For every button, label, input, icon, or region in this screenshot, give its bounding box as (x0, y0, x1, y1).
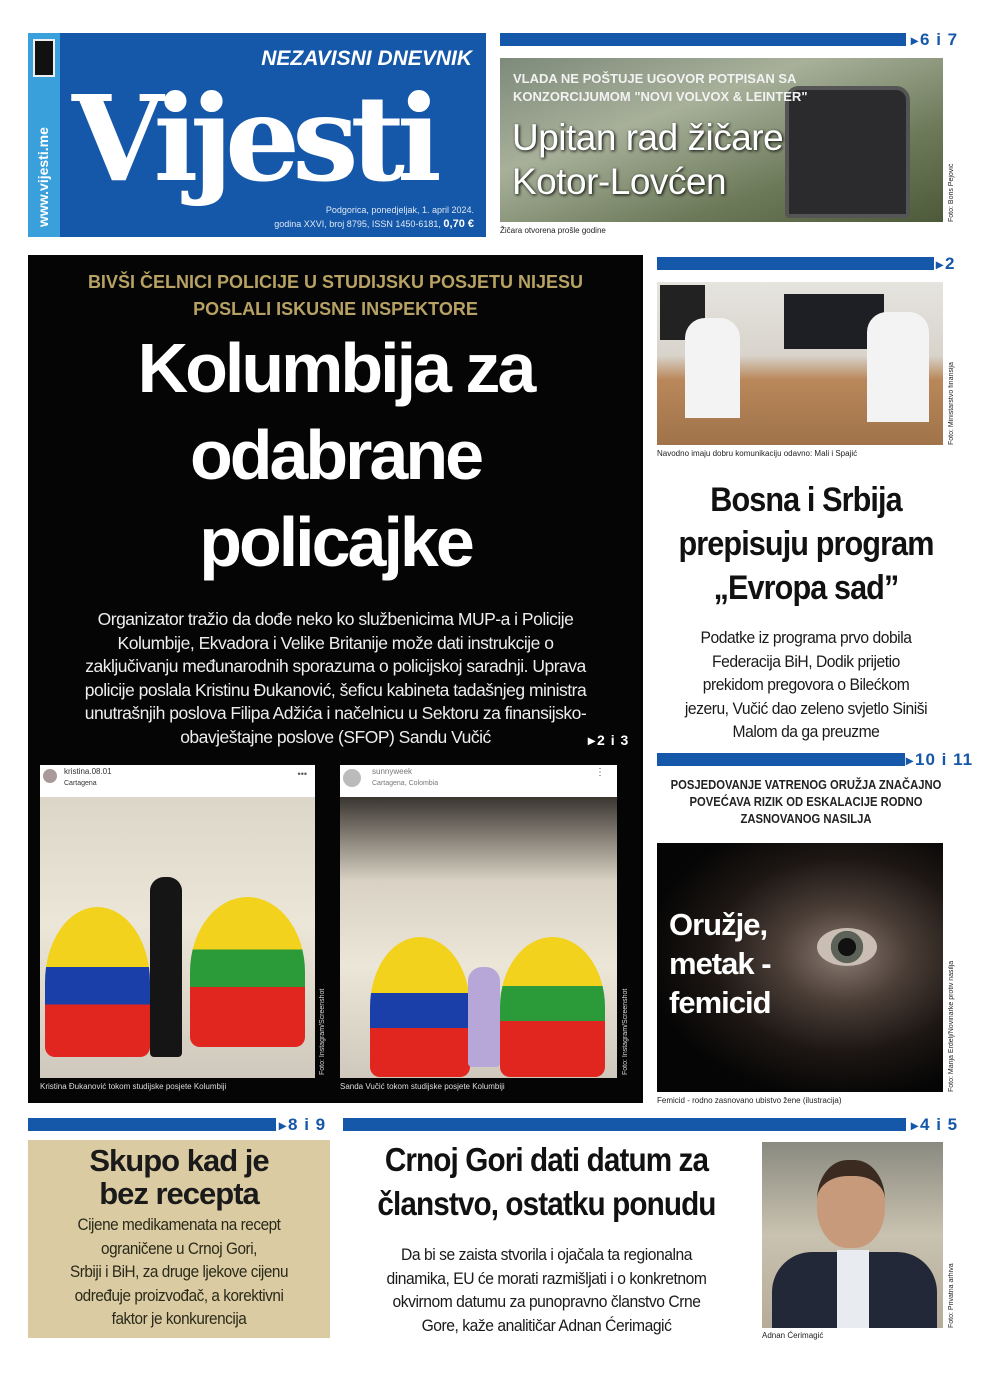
photo-caption: Adnan Ćerimagić (762, 1331, 824, 1340)
deck-line: određuje proizvođač, a korektivni (74, 1285, 284, 1305)
website-url[interactable]: www.vijesti.me (35, 127, 51, 227)
page-ref[interactable]: ▸ 2 i 3 (588, 732, 629, 749)
headline-line: Kotor-Lovćen (512, 161, 727, 202)
dress-image (45, 907, 150, 1057)
photo-caption: Femicid - rodno zasnovano ubistvo žene (ilustracija) (657, 1096, 842, 1105)
shirt-image (837, 1250, 869, 1328)
top-kicker (513, 70, 808, 106)
photo-credit: Foto: Instagram/Screenshot (622, 988, 629, 1075)
femicid-headline[interactable] (669, 905, 771, 1022)
cartagena-photo (40, 797, 315, 1078)
portrait-photo (762, 1142, 943, 1328)
meeting-photo (657, 282, 943, 445)
person-image (685, 318, 740, 418)
lijekovi-headline (28, 1140, 330, 1210)
bosna-headline[interactable] (657, 478, 956, 610)
photo-credit: Foto: Boris Pejović (948, 163, 955, 222)
more-icon: ••• (297, 769, 307, 779)
section-bar (28, 1118, 276, 1131)
barcode-logo (33, 39, 55, 77)
femicid-kicker (657, 777, 956, 828)
lead-story (28, 255, 643, 1103)
headline-line: femicid (669, 985, 771, 1020)
avatar (43, 769, 57, 783)
instagram-location: Cartagena (64, 780, 97, 787)
headline-line: Upitan rad žičare (512, 117, 784, 158)
photo-credit: Foto: Ministarstvo finansija (948, 362, 955, 445)
deck-line: jezeru, Vučić dao zeleno svjetlo Siniši (684, 698, 928, 718)
photo-credit: Foto: Marija Erdelj/Novinarke protiv nasilja (948, 960, 955, 1092)
headline-line: bez recepta (99, 1176, 259, 1211)
person-image (867, 312, 929, 422)
issue-info (274, 218, 474, 231)
deck-line: dinamika, EU će morati razmišljati i o konkretnom (386, 1268, 707, 1288)
section-bar (657, 753, 905, 766)
headline-line: policajke (199, 503, 472, 581)
photo-caption: Navodno imaju dobru komunikaciju odavno: Mali i Spajić (657, 449, 858, 458)
instagram-post (340, 765, 617, 1078)
kicker-line: BIVŠI ČELNICI POLICIJE U STUDIJSKU POSJETU NIJESU (87, 272, 584, 292)
dateline: Podgorica, ponedjeljak, 1. april 2024. (325, 205, 474, 215)
kicker-line: POSLALI ISKUSNE INSPEKTORE (193, 299, 478, 319)
section-bar (657, 257, 934, 270)
headline-line: „Evropa sad” (713, 569, 899, 607)
face-image (817, 1160, 885, 1248)
body-line: Kolumbije, Ekvadora i Velike Britanije može dati instrukcije o (117, 632, 554, 653)
headline-line: prepisuju program (678, 525, 934, 563)
eye-photo (657, 843, 943, 1092)
section-bar (343, 1118, 906, 1131)
kicker-line: VLADA NE POŠTUJE UGOVOR POTPISAN SA (513, 71, 797, 86)
deck-line: prekidom pregovora o Bilećkom (702, 675, 910, 694)
page-ref[interactable]: ▸ 2 (936, 255, 956, 273)
instagram-user: kristina.08.01 (64, 767, 112, 776)
headline-line: Skupo kad je (89, 1143, 269, 1178)
top-headline[interactable] (512, 116, 783, 204)
eu-headline[interactable] (363, 1138, 729, 1226)
dress-image (190, 897, 305, 1047)
photo-credit: Foto: Privatna arhiva (948, 1263, 955, 1328)
cartagena-photo (340, 797, 617, 1078)
deck-line: Da bi se zaista stvorila i ojačala ta regionalna (401, 1245, 692, 1264)
headline-line: Bosna i Srbija (710, 481, 902, 519)
issue-number: godina XXVI, broj 8795, ISSN 1450-6181, (274, 219, 441, 229)
deck-line: Malom da ga preuzme (732, 722, 880, 741)
newspaper-logo: Vijesti (72, 69, 434, 208)
deck-line: Podatke iz programa prvo dobila (700, 628, 912, 647)
headline-line: Kolumbija za (137, 329, 534, 407)
dress-image (500, 937, 605, 1077)
dress-image (370, 937, 470, 1077)
kicker-line: POVEĆAVA RIZIK OD ESKALACIJE RODNO (689, 795, 923, 809)
deck-line: Federacija BiH, Dodik prijetio (712, 651, 900, 671)
photo-caption: Sanda Vučić tokom studijske posjete Kolumbiji (340, 1082, 505, 1091)
price: 0,70 € (443, 218, 474, 230)
lijekovi-box[interactable] (28, 1140, 330, 1338)
instagram-location: Cartagena, Colombia (372, 780, 439, 787)
headline-line: Oružje, (669, 907, 768, 942)
page-ref[interactable]: ▸ 8 i 9 (279, 1116, 326, 1134)
photo-caption: Žičara otvorena prošle godine (500, 226, 606, 235)
person-image (150, 877, 182, 1057)
tagline: NEZAVISNI DNEVNIK (261, 47, 472, 70)
page-ref[interactable]: ▸ 4 i 5 (911, 1116, 958, 1134)
eye-image (817, 928, 877, 966)
instagram-user: sunnyweek (372, 767, 413, 776)
page-ref[interactable]: ▸ 6 i 7 (911, 31, 958, 49)
lead-headline[interactable] (28, 325, 643, 586)
lijekovi-deck (43, 1213, 315, 1331)
body-line: unutrašnjih poslova Filipa Adžića i načelnicu u Sektoru za finansijsko- (84, 703, 587, 724)
headline-line: odabrane (189, 416, 482, 494)
bosna-deck (653, 626, 958, 744)
body-line: zaključivanju međunarodnih sporazuma o policijskoj saradnji. Uprava (85, 656, 586, 677)
person-image (468, 967, 500, 1067)
kicker-line: KONZORCIJUMOM "NOVI VOLVOX & LEINTER" (513, 89, 808, 104)
deck-line: faktor je konkurencija (111, 1309, 247, 1328)
body-line: Organizator tražio da dođe neko ko službenicima MUP-a i Policije (97, 609, 574, 629)
cable-car-photo (500, 58, 943, 222)
avatar (343, 769, 361, 787)
eu-deck (359, 1243, 733, 1337)
headline-line: metak - (669, 946, 771, 981)
lead-kicker (28, 269, 643, 323)
deck-line: okvirnom datumu za punopravno članstvo Crne (392, 1292, 701, 1311)
body-line: policije poslala Kristinu Đukanović, šeficu kabineta tadašnjeg ministra (84, 679, 587, 700)
deck-line: Gore, kaže analitičar Adnan Ćerimagić (421, 1315, 672, 1335)
headline-line: članstvo, ostatku ponudu (377, 1185, 716, 1222)
photo-credit: Foto: Instagram/Screenshot (319, 988, 326, 1075)
deck-line: Cijene medikamenata na recept (77, 1215, 281, 1234)
kicker-line: POSJEDOVANJE VATRENOG ORUŽJA ZNAČAJNO (670, 778, 942, 792)
body-line: obavještajne poslove (SFOP) Sandu Vučić (180, 726, 491, 747)
lead-body (28, 608, 643, 750)
url-strip (28, 33, 60, 237)
photo-caption: Kristina Đukanović tokom studijske posjete Kolumbiji (40, 1082, 227, 1091)
kicker-line: ZASNOVANOG NASILJA (740, 812, 872, 826)
deck-line: Srbiji i BiH, za druge ljekove cijenu (69, 1262, 289, 1281)
more-icon: ⋮ (595, 767, 605, 778)
masthead (28, 33, 486, 237)
instagram-post (40, 765, 315, 1078)
deck-line: ograničene u Crnoj Gori, (101, 1238, 257, 1258)
page-ref[interactable]: ▸ 10 i 11 (906, 751, 973, 769)
headline-line: Crnoj Gori dati datum za (384, 1141, 709, 1178)
section-bar (500, 33, 906, 46)
